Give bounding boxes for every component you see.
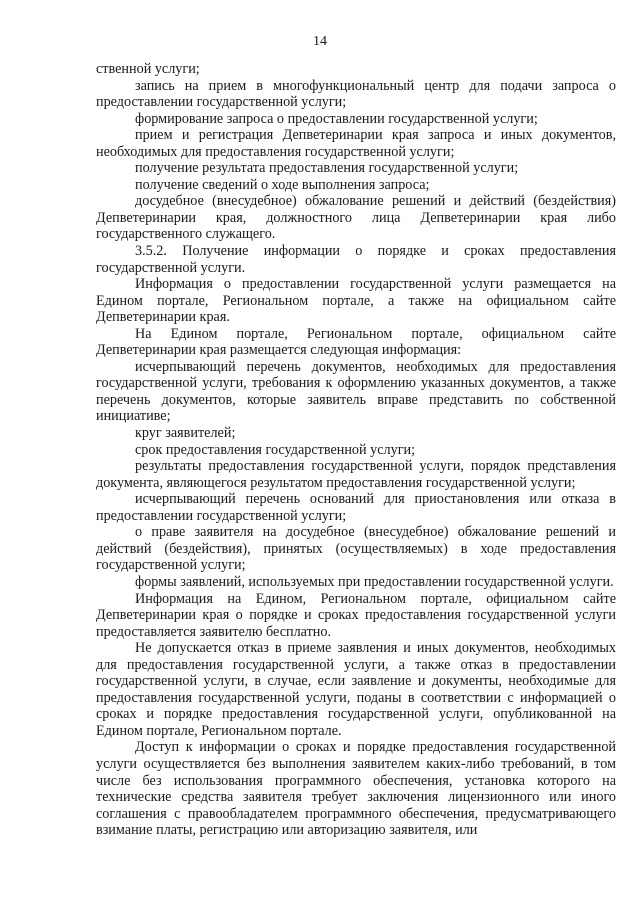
paragraph: Информация на Едином, Региональном портале, официальном сайте Депветеринарии края о порядке и сроках предоставления государственной услуги предоставляется заявителю бесплатно. — [96, 590, 616, 640]
paragraph: о праве заявителя на досудебное (внесудебное) обжалование решений и действий (бездействия), принятых (осуществляемых) в ходе предоставления государственной услуги; — [96, 524, 616, 574]
paragraph: Информация о предоставлении государственной услуги размещается на Едином портале, Региональном портале, а также на официальном сайте Депветеринарии края. — [96, 276, 616, 326]
paragraph: срок предоставления государственной услуги; — [135, 441, 416, 458]
paragraph: получение сведений о ходе выполнения запроса; — [135, 176, 430, 193]
paragraph: Не допускается отказ в приеме заявления и иных документов, необходимых для предоставления государственной услуги, а также отказ в предоставлении государственной услуги, в случае, если заявление и документы, необходимые для предоставления государственной услуги, поданы в соответствии с информацией о сроках и порядке предоставления государственной услуги, опубликованной на Едином портале, Региональном портале. — [96, 640, 616, 739]
document-body — [96, 61, 616, 839]
paragraph: исчерпывающий перечень документов, необходимых для предоставления государственной услуги, требования к оформлению указанных документов, а также перечень документов, которые заявитель вправе представить по собственной инициативе; — [96, 358, 616, 425]
paragraph: запись на прием в многофункциональный центр для подачи запроса о предоставлении государственной услуги; — [96, 77, 616, 111]
paragraph: результаты предоставления государственной услуги, порядок представления документа, являющегося результатом предоставления государственной услуги; — [96, 458, 616, 491]
paragraph: формирование запроса о предоставлении государственной услуги; — [135, 110, 538, 127]
page-number: 14 — [313, 34, 327, 49]
paragraph: досудебное (внесудебное) обжалование решений и действий (бездействия) Депветеринарии края, должностного лица Депветеринарии края либо государственного служащего. — [96, 193, 616, 243]
paragraph: формы заявлений, используемых при предоставлении государственной услуги. — [135, 573, 614, 590]
paragraph: прием и регистрация Депветеринарии края запроса и иных документов, необходимых для предоставления государственной услуги; — [96, 127, 616, 160]
paragraph: круг заявителей; — [135, 425, 236, 442]
paragraph: Доступ к информации о сроках и порядке предоставления государственной услуги осуществляется без выполнения заявителем каких-либо требований, в том числе без использования программного обеспечения, установка которого на технические средства заявителя требует заключения лицензионного или иного соглашения с правообладателем программного обеспечения, предусматривающего взимание платы, регистрацию или авторизацию заявителя, или — [96, 739, 616, 839]
paragraph: получение результата предоставления государственной услуги; — [135, 160, 519, 177]
paragraph: ственной услуги; — [96, 61, 200, 77]
paragraph: На Едином портале, Региональном портале, официальном сайте Депветеринарии края размещается следующая информация: — [96, 325, 616, 359]
paragraph: исчерпывающий перечень оснований для приостановления или отказа в предоставлении государственной услуги; — [96, 491, 616, 524]
paragraph: 3.5.2. Получение информации о порядке и сроках предоставления государственной услуги. — [96, 243, 616, 276]
